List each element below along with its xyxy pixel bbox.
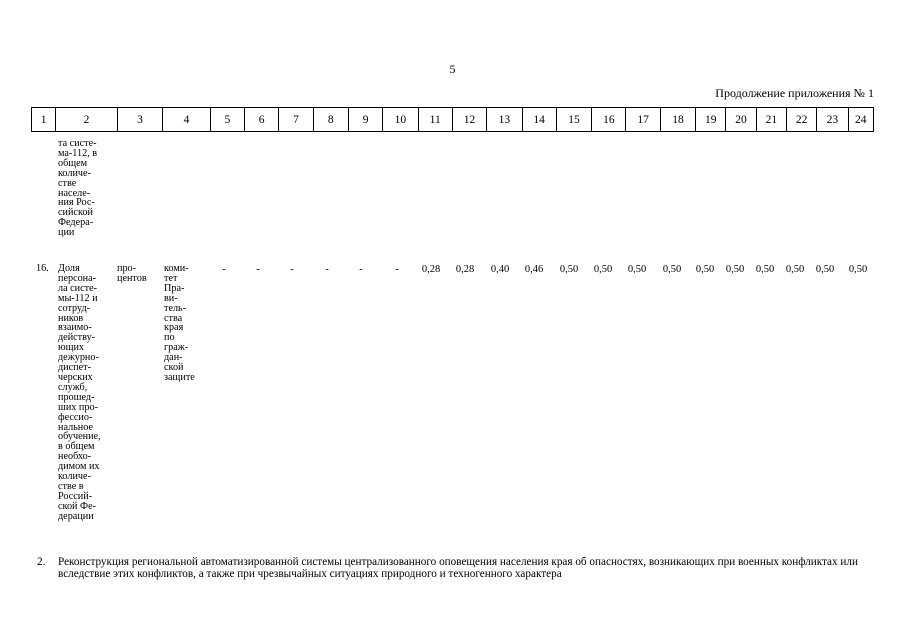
header-col: 10 xyxy=(383,108,418,132)
header-col: 16 xyxy=(592,108,626,132)
prev-row-indicator-text: та систе- ма-112, в общем количе- стве населе- ния Рос- сийской Федера- ции xyxy=(58,138,98,239)
header-col: 1 xyxy=(32,108,56,132)
header-col: 22 xyxy=(786,108,816,132)
header-col: 17 xyxy=(626,108,660,132)
header-col: 2 xyxy=(56,108,118,132)
continuation-label: Продолжение приложения № 1 xyxy=(715,86,874,100)
header-col: 18 xyxy=(660,108,695,132)
row-16-unit: про- центов xyxy=(117,263,147,284)
header-col: 5 xyxy=(210,108,244,132)
row-16-value-col22: 0,50 xyxy=(785,264,805,275)
row-16-value-col12: 0,28 xyxy=(455,264,475,275)
header-col: 21 xyxy=(756,108,786,132)
row-16-value-col6: - xyxy=(256,264,260,275)
header-col: 23 xyxy=(817,108,848,132)
row-16-value-col14: 0,46 xyxy=(524,264,544,275)
row-16-value-col18: 0,50 xyxy=(662,264,682,275)
row-16-value-col24: 0,50 xyxy=(848,264,868,275)
row-16-number: 16. xyxy=(36,263,49,274)
row-16-value-col19: 0,50 xyxy=(695,264,715,275)
header-col: 7 xyxy=(279,108,313,132)
header-col: 8 xyxy=(313,108,348,132)
row-16-value-col13: 0,40 xyxy=(490,264,510,275)
header-col: 3 xyxy=(117,108,162,132)
header-col: 12 xyxy=(452,108,486,132)
header-col: 13 xyxy=(487,108,522,132)
header-col: 11 xyxy=(418,108,452,132)
row-16-value-col8: - xyxy=(325,264,329,275)
row-16-value-col17: 0,50 xyxy=(627,264,647,275)
header-col: 20 xyxy=(726,108,756,132)
column-number-header xyxy=(31,107,874,132)
header-col: 6 xyxy=(244,108,278,132)
row-16-value-col21: 0,50 xyxy=(755,264,775,275)
row-16-value-col5: - xyxy=(222,264,226,275)
row-16-value-col20: 0,50 xyxy=(725,264,745,275)
page-number: 5 xyxy=(449,62,456,76)
header-col: 4 xyxy=(163,108,210,132)
header-col: 15 xyxy=(556,108,591,132)
row-16-value-col7: - xyxy=(290,264,294,275)
row-16-value-col10: - xyxy=(395,264,399,275)
header-col: 9 xyxy=(348,108,382,132)
row-16-value-col16: 0,50 xyxy=(593,264,613,275)
section-2-number: 2. xyxy=(37,556,46,568)
row-16-responsible: коми- тет Пра- ви- тель- ства края по граж- дан- ской защите xyxy=(164,263,195,383)
header-col: 14 xyxy=(522,108,556,132)
section-2-text: Реконструкция региональной автоматизированной системы централизованного оповещения населения края об опасностях, возникающих при военных конфликтах или вследствие этих конфликтов, а также при чрезвычайных ситуациях природного и техногенного характера xyxy=(58,556,858,580)
row-16-value-col23: 0,50 xyxy=(815,264,835,275)
row-16-value-col15: 0,50 xyxy=(559,264,579,275)
row-16-indicator-text: Доля персона- ла систе- мы-112 и сотруд- ников взаимо- действу- ющих дежурно- диспет- черских служб, прошед- ших про- фессио- нальное обучение, в общем необхо- димом их количе- стве в Россий- ской Фе- дерации xyxy=(58,263,101,522)
row-16-value-col11: 0,28 xyxy=(421,264,441,275)
header-col: 19 xyxy=(696,108,726,132)
row-16-value-col9: - xyxy=(359,264,363,275)
header-col: 24 xyxy=(848,108,873,132)
